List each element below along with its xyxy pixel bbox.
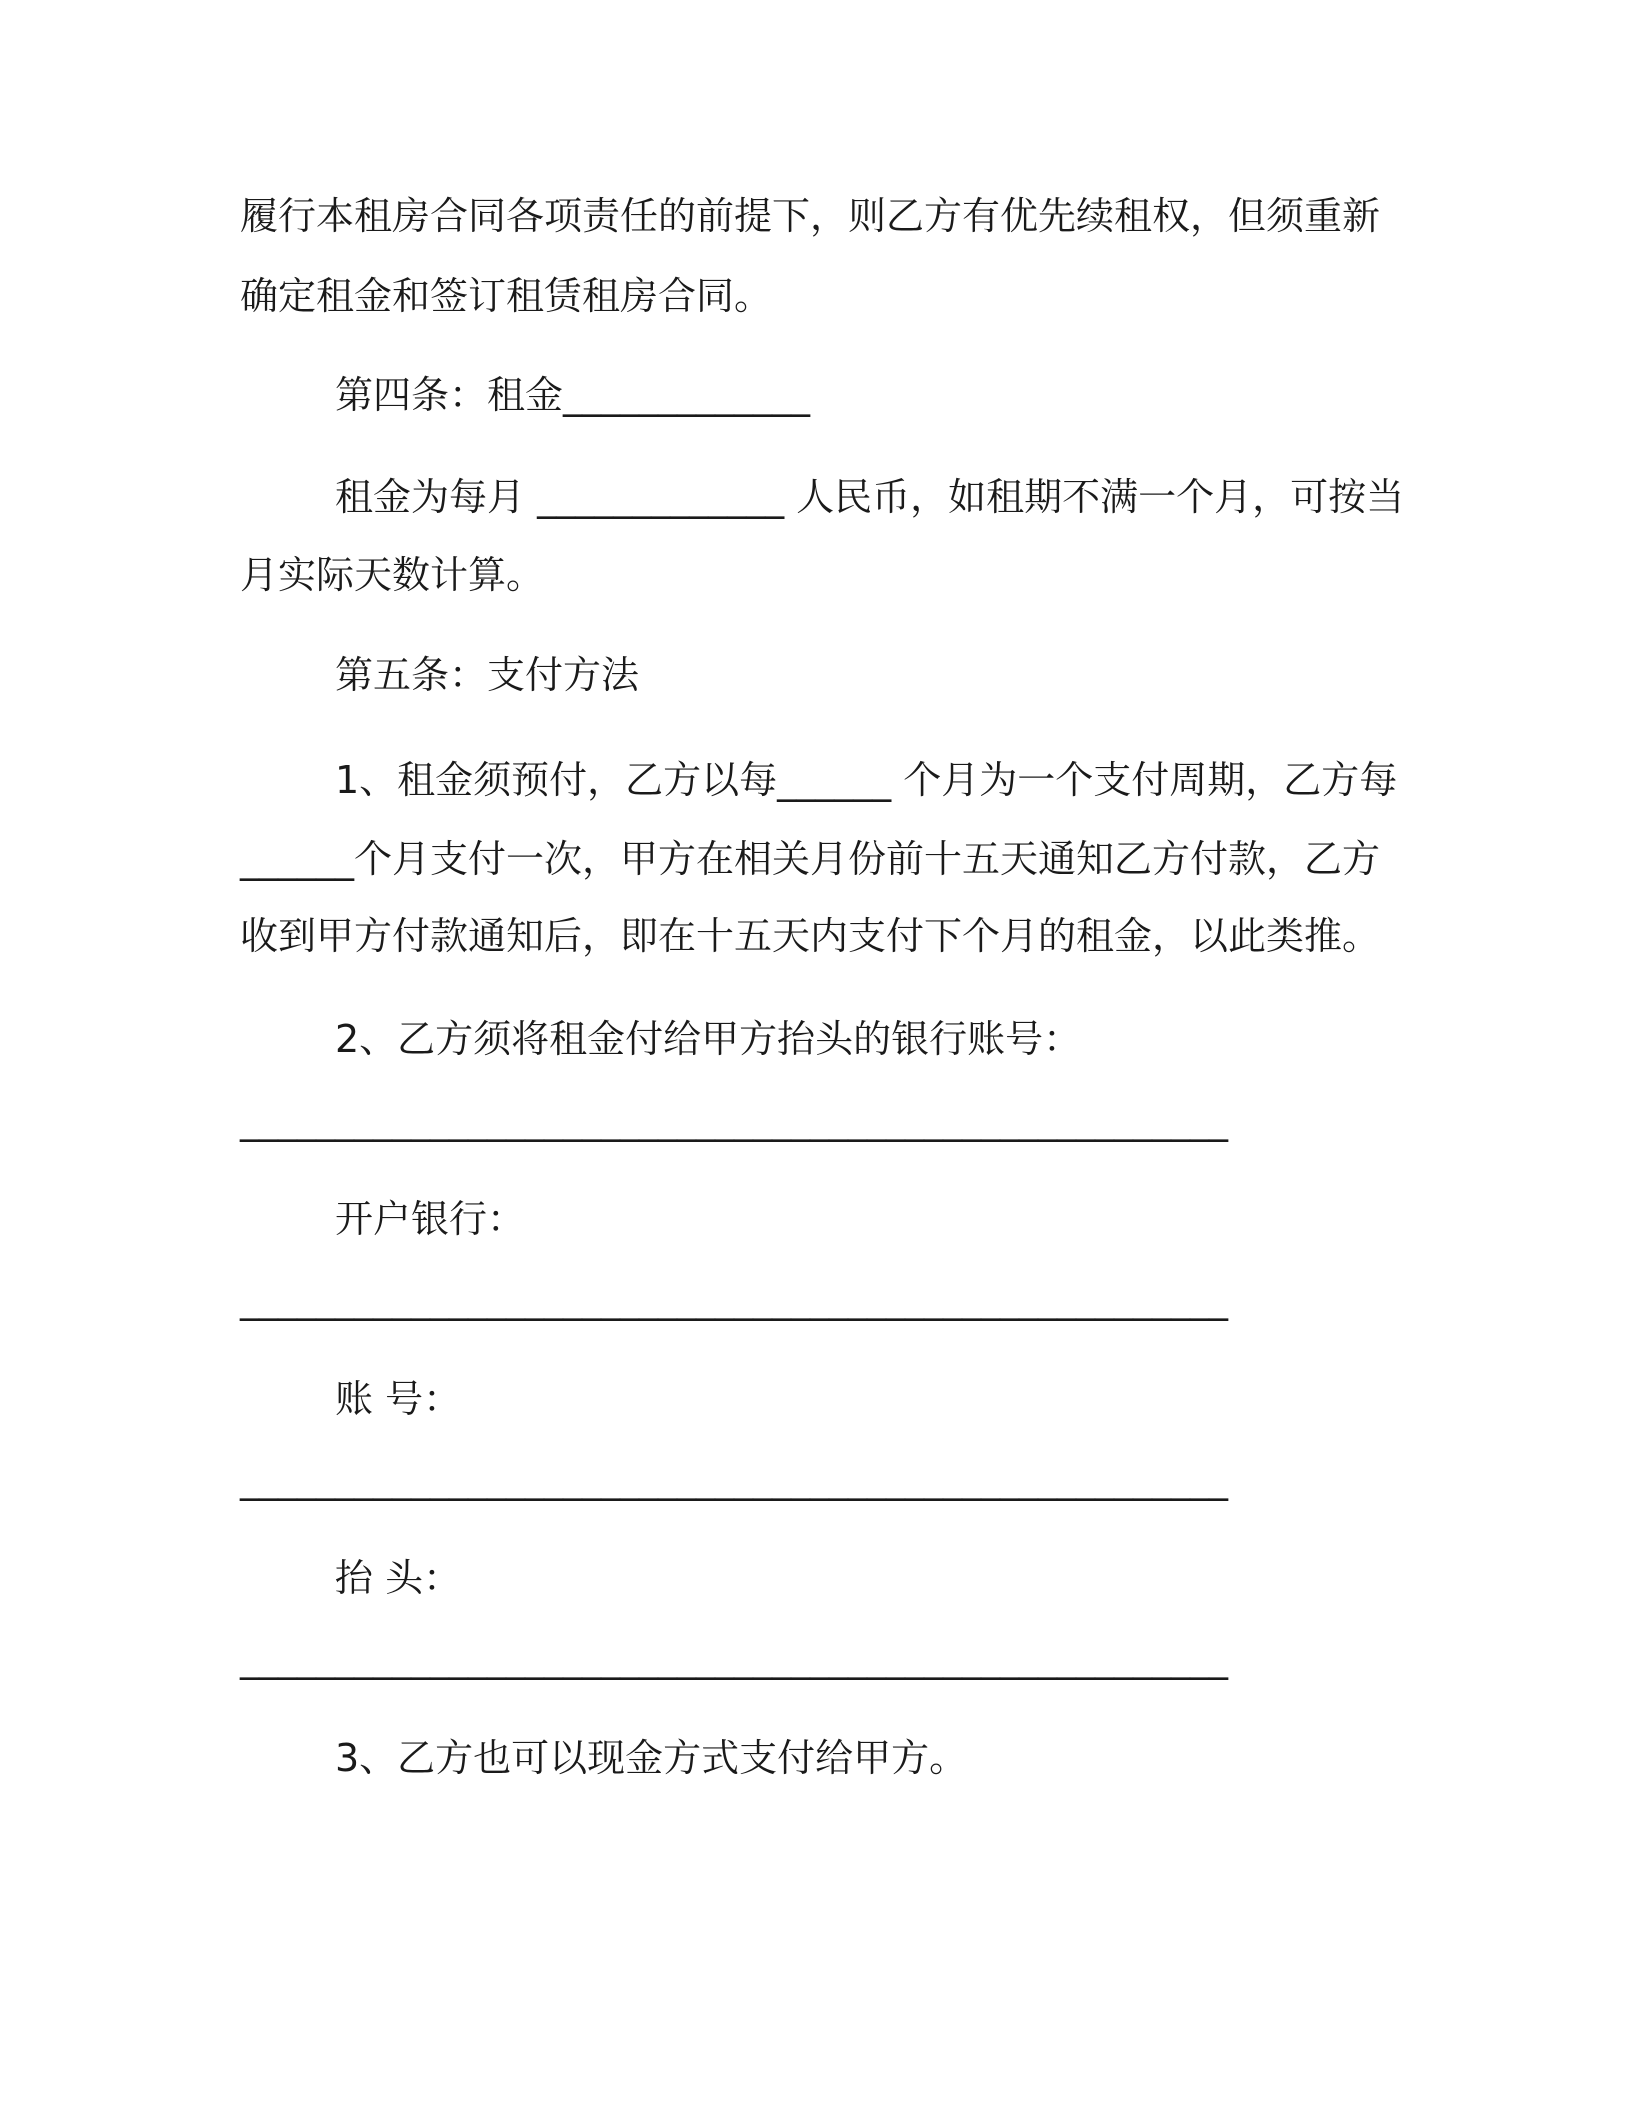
- fill-in-blank-line: ____________________________________________________: [240, 1098, 1228, 1142]
- article-5-heading: 第五条：支付方法: [335, 653, 640, 697]
- payment-item-2: 2、乙方须将租金付给甲方抬头的银行账号：: [335, 1017, 1082, 1061]
- payment-item-1-line: 收到甲方付款通知后，即在十五天内支付下个月的租金，以此类推。: [240, 914, 1381, 958]
- fill-in-blank-line: ____________________________________________________: [240, 1636, 1228, 1680]
- fill-in-blank-line: ____________________________________________________: [240, 1277, 1228, 1321]
- payment-item-1-line: ______个月支付一次，甲方在相关月份前十五天通知乙方付款，乙方: [240, 837, 1381, 881]
- payment-item-1-line: 1、租金须预付，乙方以每______ 个月为一个支付周期，乙方每: [335, 758, 1398, 802]
- fill-in-blank-line: ____________________________________________________: [240, 1457, 1228, 1501]
- payment-item-3: 3、乙方也可以现金方式支付给甲方。: [335, 1736, 968, 1780]
- paragraph-line: 确定租金和签订租赁租房合同。: [240, 274, 773, 318]
- article-4-heading: 第四条：租金_____________: [335, 373, 811, 417]
- account-label: 账 号：: [335, 1377, 462, 1421]
- paragraph-line: 履行本租房合同各项责任的前提下，则乙方有优先续租权，但须重新: [240, 194, 1381, 238]
- payee-label: 抬 头：: [335, 1556, 462, 1600]
- rent-clause-line: 月实际天数计算。: [240, 553, 545, 597]
- bank-label: 开户银行：: [335, 1197, 526, 1241]
- rent-clause-line: 租金为每月 _____________ 人民币，如租期不满一个月，可按当: [335, 475, 1405, 519]
